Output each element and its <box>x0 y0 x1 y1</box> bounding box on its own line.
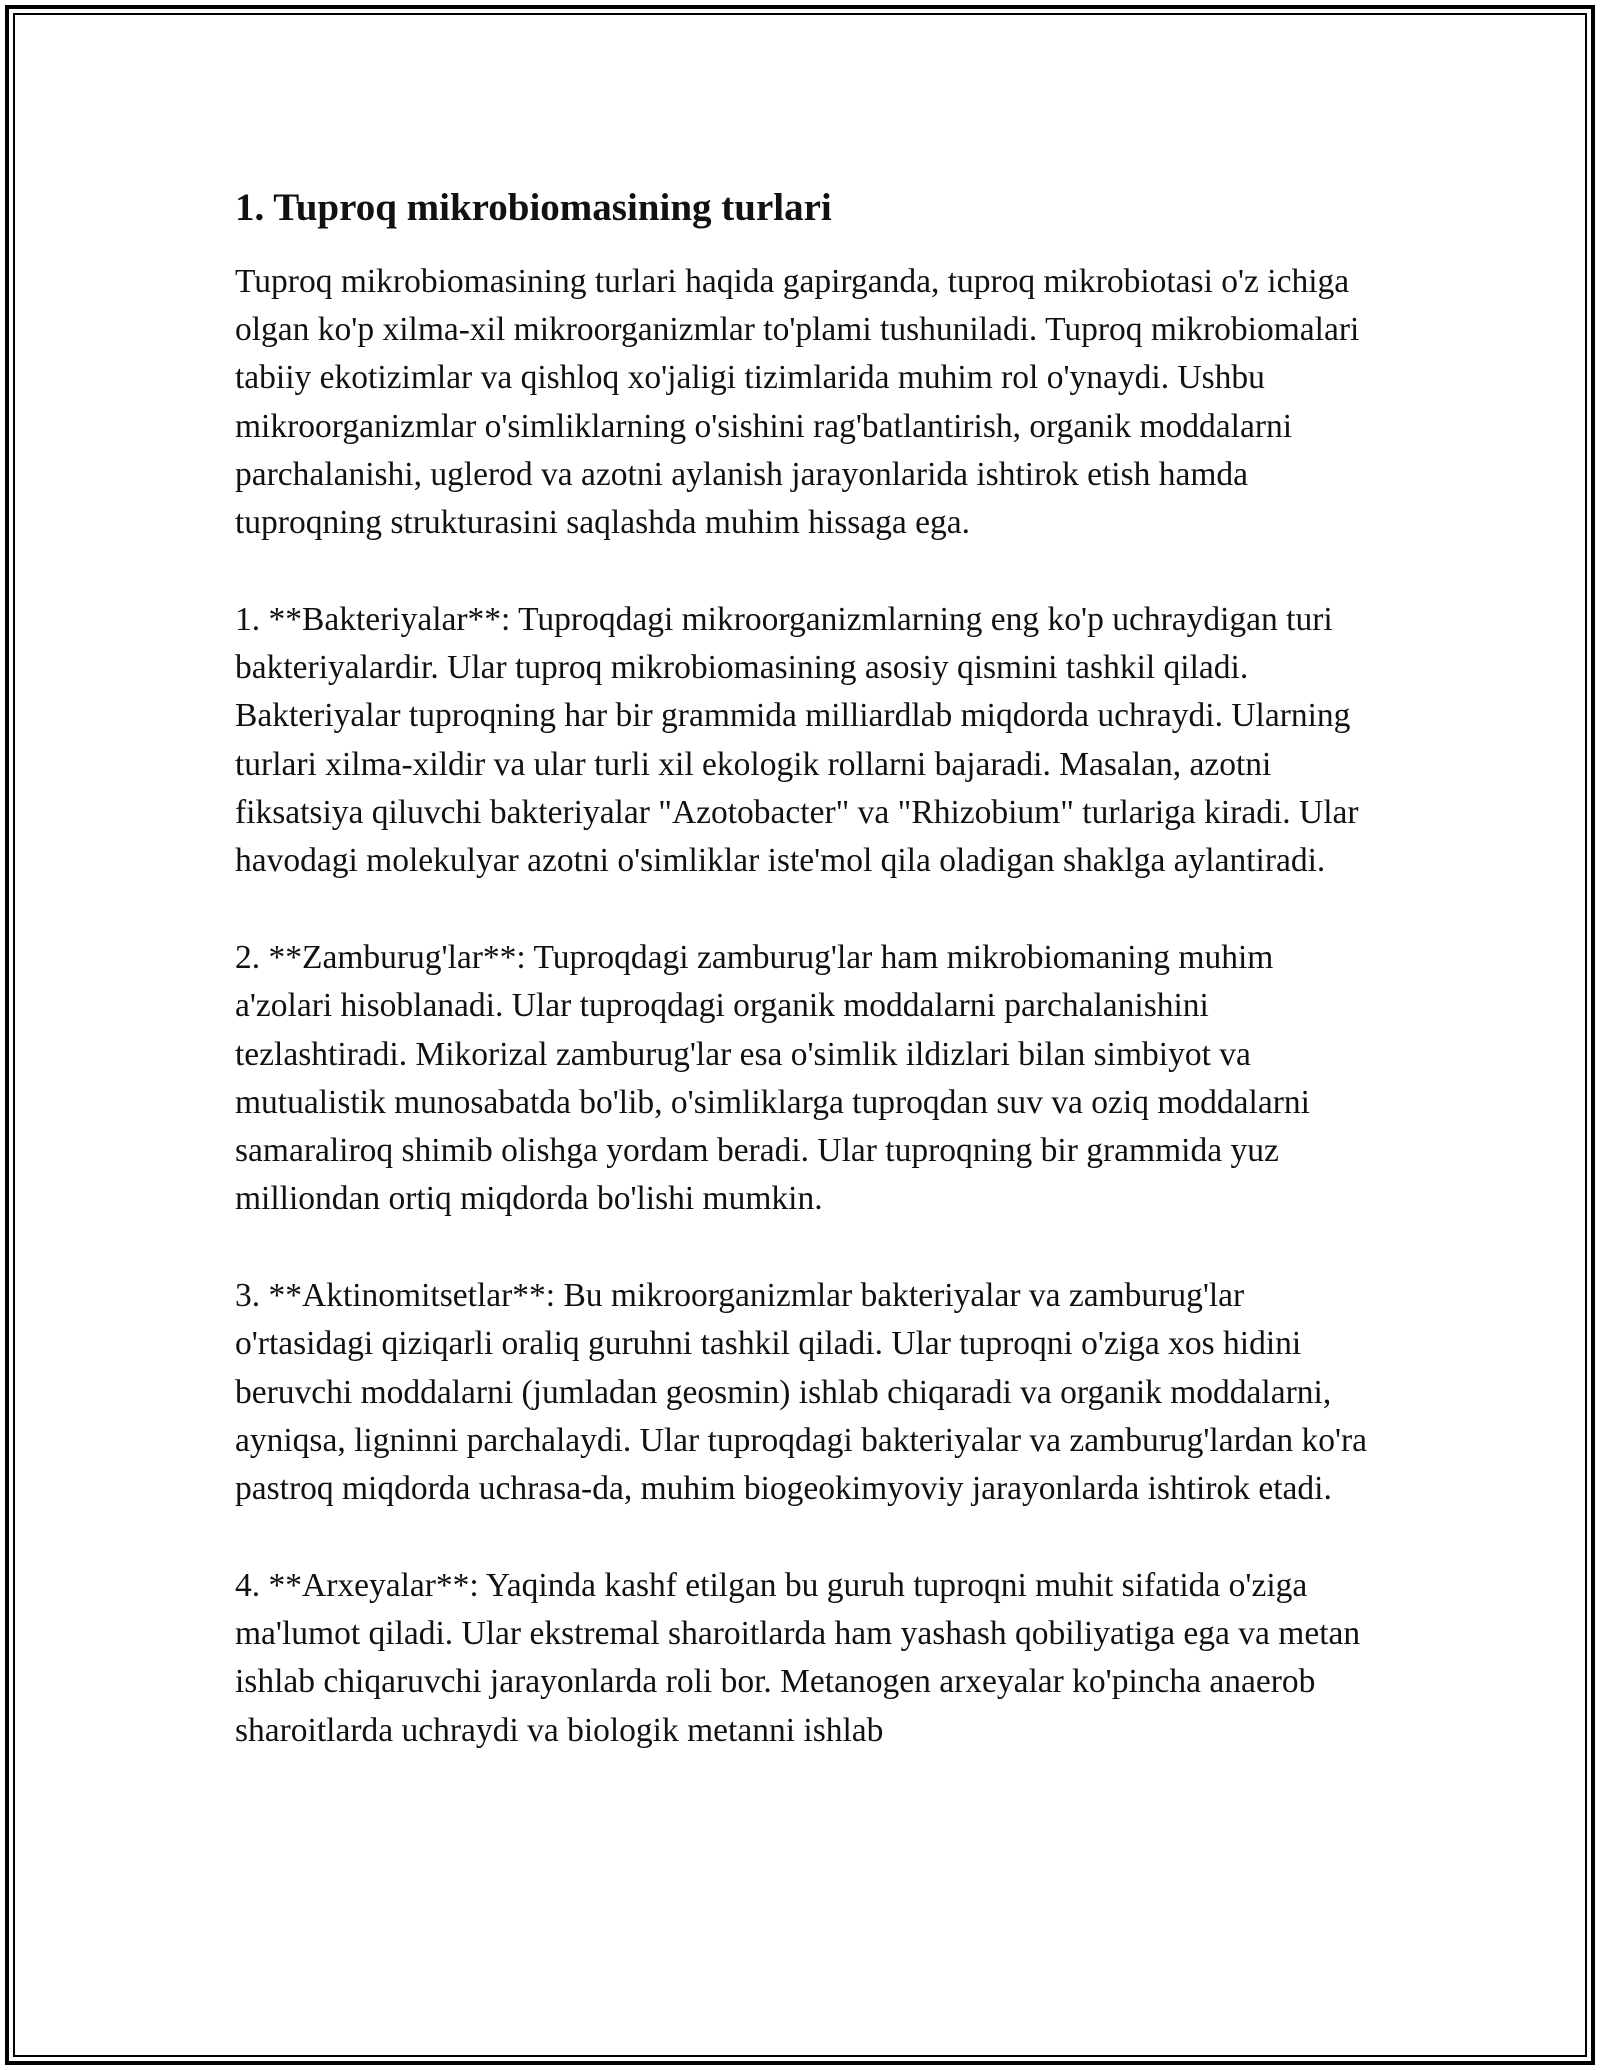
document-body <box>235 185 1370 1803</box>
fungi-paragraph: 2. **Zamburug'lar**: Tuproqdagi zamburug'lar ham mikrobiomaning muhim a'zolari hisoblanadi. Ular tuproqdagi organik moddalarni parchalanishini tezlashtiradi. Mikorizal zamburug'lar esa o'simlik ildizlari bilan simbiyot va mutualistik munosabatda bo'lib, o'simliklarga tuproqdan suv va oziq moddalarni samaraliroq shimib olishga yordam beradi. Ular tuproqning bir grammida yuz milliondan ortiq miqdorda bo'lishi mumkin. <box>235 938 1310 1218</box>
archaea-paragraph: 4. **Arxeyalar**: Yaqinda kashf etilgan bu guruh tuproqni muhit sifatida o'ziga ma'lumot qiladi. Ular ekstremal sharoitlarda ham yashash qobiliyatiga ega va metan ishlab chiqaruvchi jarayonlarda roli bor. Metanogen arxeyalar ko'pincha anaerob sharoitlarda uchraydi va biologik metanni ishlab <box>235 1566 1361 1749</box>
actinomycetes-paragraph: 3. **Aktinomitsetlar**: Bu mikroorganizmlar bakteriyalar va zamburug'lar o'rtasidagi qiziqarli oraliq guruhni tashkil qiladi. Ular tuproqni o'ziga xos hidini beruvchi moddalarni (jumladan geosmin) ishlab chiqaradi va organik moddalarni, ayniqsa, ligninni parchalaydi. Ular tuproqdagi bakteriyalar va zamburug'lardan ko'ra pastroq miqdorda uchrasa-da, muhim biogeokimyoviy jarayonlarda ishtirok etadi. <box>235 1277 1368 1508</box>
intro-paragraph: Tuproq mikrobiomasining turlari haqida gapirganda, tuproq mikrobiotasi o'z ichiga olgan ko'p xilma-xil mikroorganizmlar to'plami tushuniladi. Tuproq mikrobiomalari tabiiy ekotizimlar va qishloq xo'jaligi tizimlarida muhim rol o'ynaydi. Ushbu mikroorganizmlar o'simliklarning o'sishini rag'batlantirish, organik moddalarni parchalanishi, uglerod va azotni aylanish jarayonlarida ishtirok etish hamda tuproqning strukturasini saqlashda muhim hissaga ega. <box>235 262 1360 542</box>
section-heading: 1. Tuproq mikrobiomasining turlari <box>235 186 832 229</box>
bacteria-paragraph: 1. **Bakteriyalar**: Tuproqdagi mikroorganizmlarning eng ko'p uchraydigan turi bakteriyalardir. Ular tuproq mikrobiomasining asosiy qismini tashkil qiladi. Bakteriyalar tuproqning har bir grammida milliardlab miqdorda uchraydi. Ularning turlari xilma-xildir va ular turli xil ekologik rollarni bajaradi. Masalan, azotni fiksatsiya qiluvchi bakteriyalar "Azotobacter" va "Rhizobium" turlariga kiradi. Ular havodagi molekulyar azotni o'simliklar iste'mol qila oladigan shaklga aylantiradi. <box>235 600 1359 880</box>
